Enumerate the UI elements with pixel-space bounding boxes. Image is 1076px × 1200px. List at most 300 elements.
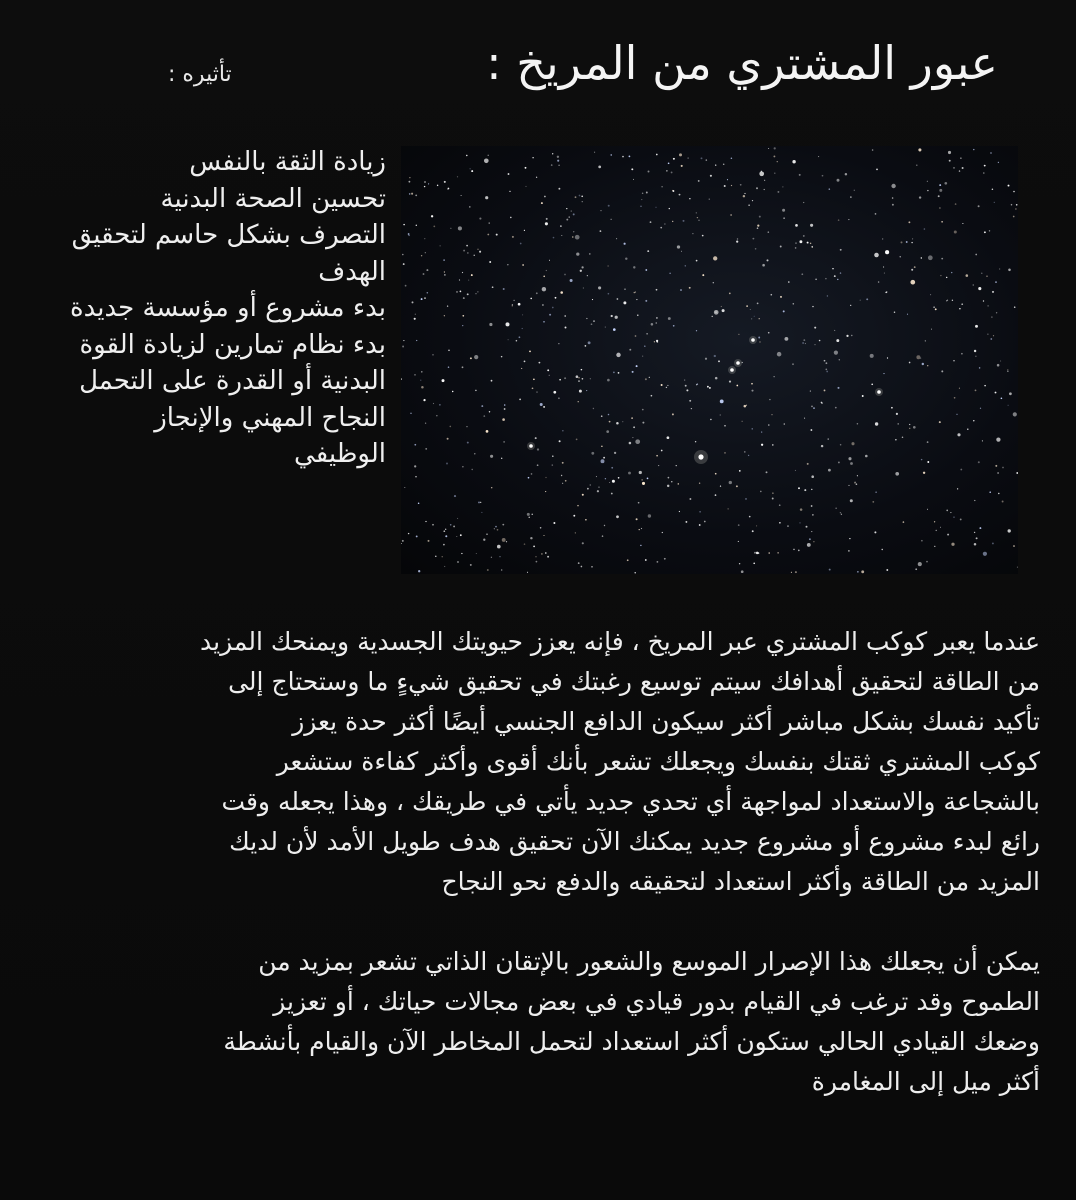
star [537, 464, 539, 466]
star [736, 241, 738, 243]
star [812, 306, 813, 307]
star [669, 273, 670, 274]
star [757, 303, 759, 305]
star [470, 564, 472, 566]
star [596, 476, 597, 477]
star [782, 186, 783, 187]
star [754, 316, 755, 317]
star [689, 498, 691, 500]
star [415, 314, 416, 315]
star [762, 264, 765, 267]
star [402, 346, 404, 348]
star [479, 218, 481, 220]
star [537, 448, 539, 450]
star [834, 351, 838, 355]
effect-item: النجاح المهني والإنجاز [154, 402, 386, 433]
star [532, 387, 534, 389]
star [442, 379, 445, 382]
star [934, 546, 935, 547]
star [561, 235, 562, 236]
star [547, 369, 549, 371]
star [1007, 371, 1008, 372]
star [611, 315, 613, 317]
star [585, 519, 587, 521]
star [470, 357, 472, 359]
star [759, 341, 760, 342]
star [544, 196, 546, 198]
text-line: الطموح وقد ترغب في القيام بدور قيادي في بعض مجالات حياتك ، أو تعزيز [273, 987, 1040, 1016]
star [1013, 191, 1015, 193]
star [946, 277, 947, 278]
star [581, 195, 583, 197]
star [635, 439, 640, 444]
star [895, 439, 896, 440]
star [608, 414, 610, 416]
star [959, 388, 960, 389]
star [456, 291, 458, 293]
star [768, 332, 770, 334]
star [644, 345, 646, 347]
star [754, 552, 756, 554]
effect-item: الوظيفي [294, 439, 386, 469]
star [524, 230, 525, 231]
star [1013, 545, 1015, 547]
star [569, 216, 570, 217]
star [766, 259, 768, 261]
star [854, 190, 855, 191]
star [522, 264, 524, 266]
star [601, 446, 602, 447]
star [656, 322, 657, 323]
star [870, 354, 874, 358]
star [475, 390, 477, 392]
star [462, 272, 463, 273]
star [536, 561, 538, 563]
star [481, 405, 483, 407]
star [432, 354, 434, 356]
star [911, 269, 913, 271]
star [720, 414, 721, 415]
text-line: رائع لبدء مشروع أو مشروع جديد يمكنك الآن تحقيق هدف طويل الأمد لأن لديك [229, 827, 1040, 856]
star [829, 569, 831, 571]
star [757, 227, 759, 229]
star [918, 562, 922, 566]
star [587, 488, 589, 490]
star [447, 189, 448, 190]
star [651, 395, 653, 397]
star [724, 185, 726, 187]
star [543, 535, 544, 536]
star [403, 340, 404, 341]
star [553, 237, 555, 239]
star [774, 173, 775, 174]
star [913, 426, 916, 429]
star [638, 502, 640, 504]
star [415, 194, 417, 196]
star [408, 235, 410, 237]
star [783, 310, 785, 312]
star [552, 464, 553, 465]
star [771, 414, 772, 415]
star [502, 524, 504, 526]
star [432, 524, 434, 526]
star [444, 181, 446, 183]
star [654, 341, 655, 342]
star [408, 233, 410, 235]
star [639, 529, 640, 530]
star [647, 250, 649, 252]
star [689, 198, 690, 199]
paragraph-1 [40, 622, 1040, 902]
star [826, 371, 828, 373]
star [777, 552, 778, 553]
star [497, 529, 499, 531]
star [1016, 472, 1018, 474]
star [476, 553, 477, 554]
star [883, 373, 884, 374]
star [664, 223, 665, 224]
star [982, 440, 983, 441]
star [894, 312, 895, 313]
star [487, 569, 489, 571]
star [467, 252, 468, 253]
star [1008, 405, 1009, 406]
star [819, 340, 821, 342]
star [480, 502, 481, 503]
star [840, 512, 841, 513]
star [409, 193, 411, 195]
star [461, 553, 462, 554]
star [812, 514, 813, 515]
star [896, 413, 898, 415]
star [973, 149, 974, 150]
star [535, 437, 537, 439]
star [532, 514, 533, 515]
star [883, 266, 884, 267]
star [618, 372, 620, 374]
star [731, 185, 732, 186]
star [405, 285, 407, 287]
star [771, 294, 773, 296]
star [522, 328, 523, 329]
text-line: تأكيد نفسك بشكل مباشر أكثر سيكون الدافع الجنسي أيضًا أكثر حدة يعزز [292, 707, 1040, 736]
star [535, 556, 536, 557]
star [827, 295, 828, 296]
star [684, 380, 685, 381]
star [657, 561, 659, 563]
star [685, 265, 686, 266]
star [454, 495, 456, 497]
star [696, 212, 697, 213]
star [957, 488, 958, 489]
star [824, 360, 826, 362]
text-line: عندما يعبر كوكب المشتري عبر المريخ ، فإنه يعزز حيويتك الجسدية ويمنحك المزيد [200, 627, 1040, 656]
star [900, 256, 901, 257]
star [941, 221, 943, 223]
star [522, 314, 523, 315]
effects-list [16, 144, 386, 473]
star [748, 455, 749, 456]
star [739, 470, 741, 472]
star [466, 155, 467, 156]
star [983, 300, 984, 301]
star [874, 531, 876, 533]
star [668, 317, 671, 320]
star [783, 217, 785, 219]
star [447, 305, 448, 306]
star [474, 453, 475, 454]
star [922, 363, 924, 365]
star [580, 270, 582, 272]
star [487, 234, 489, 236]
star [801, 273, 803, 275]
star [513, 300, 514, 301]
bright-star [751, 338, 755, 342]
star [671, 171, 673, 173]
star [936, 530, 937, 531]
star [805, 343, 806, 344]
star [926, 561, 928, 563]
star [699, 511, 701, 513]
star [477, 249, 478, 250]
star [738, 334, 739, 335]
star [536, 292, 538, 294]
star [751, 318, 752, 319]
star [792, 160, 795, 163]
star [949, 160, 951, 162]
star [499, 556, 500, 557]
star [685, 521, 687, 523]
star [782, 209, 785, 212]
star [989, 230, 990, 231]
star [1008, 269, 1011, 272]
star [545, 477, 546, 478]
star [1011, 204, 1013, 206]
star [802, 342, 804, 344]
star [436, 415, 437, 416]
star [992, 542, 994, 544]
star [528, 477, 530, 479]
star [546, 218, 548, 220]
star [414, 318, 416, 320]
star [551, 164, 553, 166]
star [648, 514, 651, 517]
star [585, 345, 587, 347]
star [753, 562, 755, 564]
star [608, 293, 610, 295]
star [795, 571, 797, 573]
star [709, 199, 710, 200]
star [850, 462, 853, 465]
star [916, 165, 917, 166]
star [768, 552, 770, 554]
star [901, 241, 903, 243]
star [449, 426, 451, 428]
star [809, 538, 811, 540]
star [553, 391, 556, 394]
starfield-svg [401, 146, 1018, 574]
star [603, 457, 605, 459]
star [478, 501, 480, 503]
star [667, 385, 668, 386]
star [756, 525, 757, 526]
star [927, 365, 928, 366]
star [698, 220, 699, 221]
star [976, 537, 978, 539]
star [542, 287, 546, 291]
star [892, 204, 894, 206]
star [631, 417, 633, 419]
star [401, 543, 402, 544]
star [660, 227, 662, 229]
star [828, 438, 829, 439]
star [679, 153, 682, 156]
star [485, 196, 488, 199]
star [920, 358, 921, 359]
text-line: يمكن أن يجعلك هذا الإصرار الموسع والشعور بالإتقان الذاتي تشعر بمزيد من [258, 947, 1040, 976]
star [677, 245, 680, 248]
text-line: وضعك القيادي الحالي ستكون أكثر استعداد لتحمل المخاطر الآن والقيام بأنشطة [223, 1027, 1040, 1056]
star [402, 254, 404, 256]
text-line: أكثر ميل إلى المغامرة [811, 1067, 1040, 1096]
star [631, 168, 633, 170]
star [566, 219, 568, 221]
star [512, 236, 514, 238]
star [635, 292, 636, 293]
star [421, 255, 422, 256]
star [612, 480, 615, 483]
star [604, 525, 605, 526]
star [1007, 369, 1008, 370]
star [846, 335, 848, 337]
star [444, 566, 445, 567]
star [947, 300, 948, 301]
star [995, 392, 997, 394]
star [579, 195, 581, 197]
star [450, 524, 452, 526]
star [838, 461, 840, 463]
star [623, 301, 626, 304]
star [974, 350, 976, 352]
star [850, 499, 853, 502]
star [875, 491, 877, 493]
star [446, 463, 448, 465]
star [699, 524, 701, 526]
star [591, 323, 593, 325]
star [850, 305, 851, 306]
star [421, 386, 424, 389]
star [425, 252, 426, 253]
star [788, 281, 790, 283]
star [984, 385, 986, 387]
star [636, 365, 638, 367]
star [983, 172, 985, 174]
star [509, 191, 510, 192]
star [516, 340, 518, 342]
star [457, 176, 458, 177]
star [746, 405, 747, 406]
star [640, 206, 641, 207]
star [845, 173, 847, 175]
star [647, 478, 649, 480]
star [962, 223, 963, 224]
star [701, 157, 703, 159]
effect-item: الهدف [318, 256, 386, 287]
star [598, 166, 601, 169]
star [461, 195, 462, 196]
article-body [40, 622, 1040, 1102]
star [1000, 360, 1001, 361]
star [540, 527, 542, 529]
star [730, 214, 732, 216]
star [792, 363, 794, 365]
star [960, 518, 962, 520]
star [410, 413, 411, 414]
star [755, 248, 757, 250]
star [978, 205, 980, 207]
star [628, 472, 631, 475]
star [609, 482, 610, 483]
star [489, 261, 491, 263]
star [872, 501, 874, 503]
star [481, 512, 482, 513]
star [558, 188, 560, 190]
star [636, 299, 637, 300]
star [581, 369, 583, 371]
star [637, 314, 638, 315]
star [404, 487, 405, 488]
star [649, 377, 650, 378]
star [618, 477, 620, 479]
star [821, 402, 823, 404]
star [423, 273, 425, 275]
star [578, 401, 579, 402]
star [824, 389, 826, 391]
star [529, 517, 530, 518]
star [424, 238, 425, 239]
star [758, 552, 760, 554]
star [957, 433, 960, 436]
star [502, 538, 506, 542]
star [558, 343, 559, 344]
star [640, 545, 641, 546]
star [931, 329, 932, 330]
star [530, 537, 532, 539]
star [494, 528, 495, 529]
star [562, 430, 563, 431]
star [744, 193, 745, 194]
star [866, 298, 868, 300]
star [742, 421, 743, 422]
star [576, 439, 578, 441]
star [916, 355, 920, 359]
star [921, 257, 922, 258]
star [799, 522, 800, 523]
star [664, 558, 666, 560]
star [439, 404, 440, 405]
star [715, 164, 716, 165]
star [772, 444, 774, 446]
star [966, 274, 969, 277]
star [825, 369, 827, 371]
star [861, 570, 864, 573]
star [897, 423, 899, 425]
star [804, 418, 805, 419]
star [738, 524, 740, 526]
star [881, 549, 882, 550]
star [625, 257, 627, 259]
star [989, 491, 991, 493]
